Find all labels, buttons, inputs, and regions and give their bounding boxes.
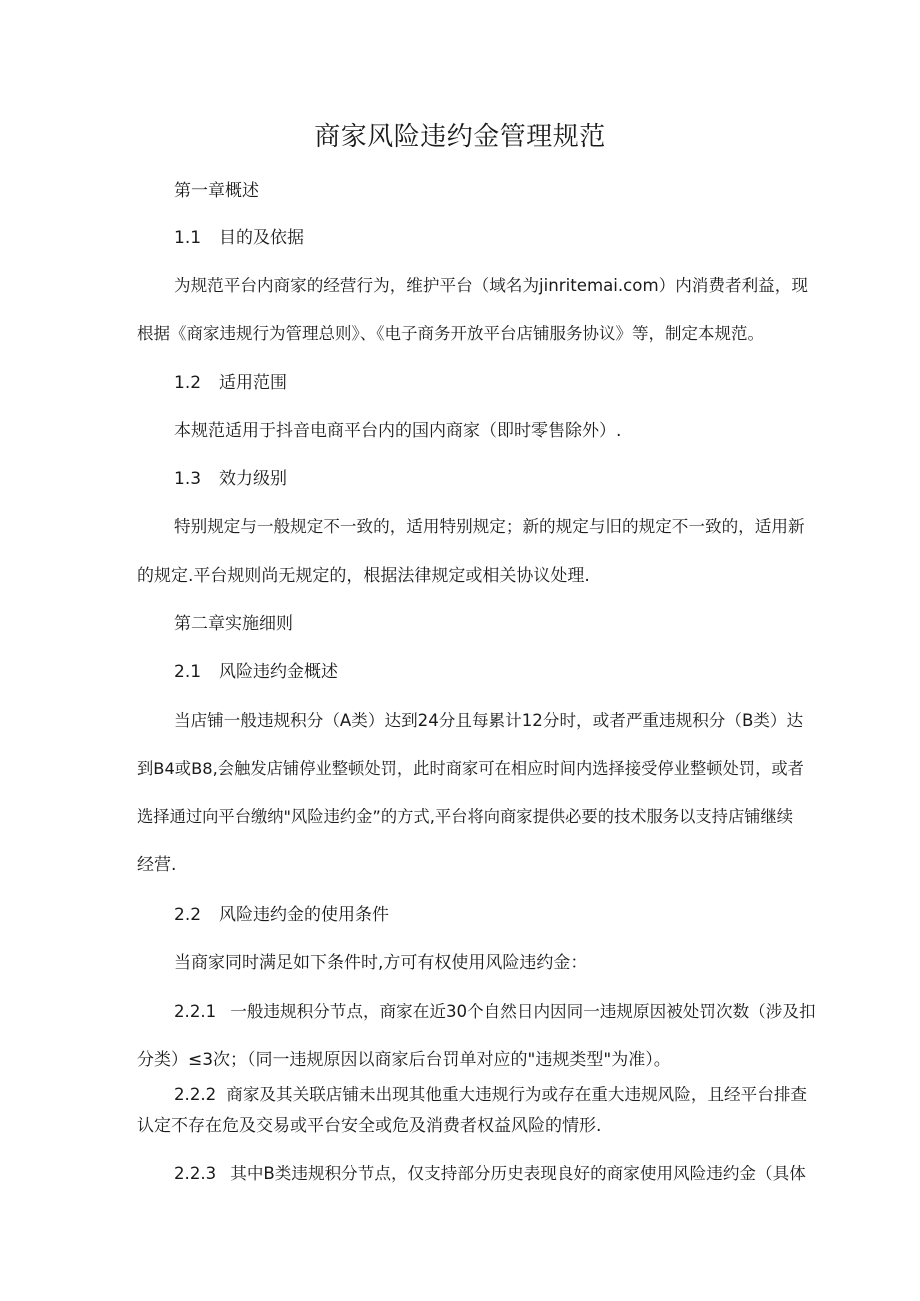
section-number: 1.1 bbox=[174, 228, 202, 248]
paragraph-line: 到B4或B8,会触发店铺停业整顿处罚，此时商家可在相应时间内选择接受停业整顿处罚，或者 bbox=[137, 759, 804, 778]
paragraph-line: 当店铺一般违规积分（A类）达到24分且每累计12分时，或者严重违规积分（B类）达 bbox=[174, 711, 804, 730]
paragraph-line: 经营. bbox=[137, 855, 177, 875]
section-title: 风险违约金的使用条件 bbox=[219, 905, 390, 925]
document-title: 商家风险违约金管理规范 bbox=[314, 122, 606, 152]
section-1-2-heading bbox=[174, 371, 287, 395]
clause-number: 2.2.2 bbox=[174, 1085, 217, 1104]
chapter-2-heading: 第二章实施细则 bbox=[174, 614, 293, 634]
paragraph-line: 根据《商家违规行为管理总则》、《电子商务开放平台店铺服务协议》等，制定本规范。 bbox=[137, 324, 764, 343]
clause-text: 其中B类违规积分节点，仅支持部分历史表现良好的商家使用风险违约金（具体 bbox=[230, 1164, 806, 1183]
section-1-1-heading bbox=[174, 226, 304, 250]
section-number: 1.2 bbox=[174, 373, 202, 393]
clause-2-2-1 bbox=[174, 1000, 816, 1024]
clause-number: 2.2.3 bbox=[174, 1164, 217, 1183]
section-number: 2.2 bbox=[174, 905, 202, 925]
section-2-1-heading bbox=[174, 660, 338, 684]
paragraph-line: 当商家同时满足如下条件时,方可有权使用风险违约金： bbox=[174, 953, 588, 973]
paragraph-line: 的规定.平台规则尚无规定的，根据法律规定或相关协议处理. bbox=[137, 566, 590, 586]
section-title: 目的及依据 bbox=[219, 228, 305, 248]
section-1-3-heading bbox=[174, 467, 287, 491]
clause-number: 2.2.1 bbox=[174, 1002, 217, 1021]
paragraph-line: 认定不存在危及交易或平台安全或危及消费者权益风险的情形. bbox=[137, 1116, 602, 1136]
section-number: 1.3 bbox=[174, 469, 202, 489]
section-title: 适用范围 bbox=[219, 373, 288, 393]
paragraph-line: 本规范适用于抖音电商平台内的国内商家（即时零售除外）. bbox=[174, 421, 622, 441]
section-number: 2.1 bbox=[174, 662, 202, 682]
clause-2-2-2 bbox=[174, 1083, 807, 1107]
paragraph-line: 分类）≤3次；（同一违规原因以商家后台罚单对应的"违规类型"为准）。 bbox=[137, 1050, 671, 1070]
clause-2-2-3 bbox=[174, 1162, 806, 1186]
paragraph-line: 特别规定与一般规定不一致的，适用特别规定；新的规定与旧的规定不一致的，适用新 bbox=[174, 517, 805, 536]
section-title: 风险违约金概述 bbox=[219, 662, 339, 682]
chapter-1-heading: 第一章概述 bbox=[174, 181, 259, 201]
section-2-2-heading bbox=[174, 903, 389, 927]
clause-text: 商家及其关联店铺未出现其他重大违规行为或存在重大违规风险，且经平台排查 bbox=[226, 1085, 808, 1104]
paragraph-line: 为规范平台内商家的经营行为，维护平台（域名为jinritemai.com）内消费者利益，现 bbox=[174, 276, 808, 295]
paragraph-line: 选择通过向平台缴纳"风险违约金”的方式,平台将向商家提供必要的技术服务以支持店铺继续 bbox=[137, 807, 794, 826]
clause-text: 一般违规积分节点，商家在近30个自然日内因同一违规原因被处罚次数（涉及扣 bbox=[230, 1002, 816, 1021]
section-title: 效力级别 bbox=[219, 469, 288, 489]
